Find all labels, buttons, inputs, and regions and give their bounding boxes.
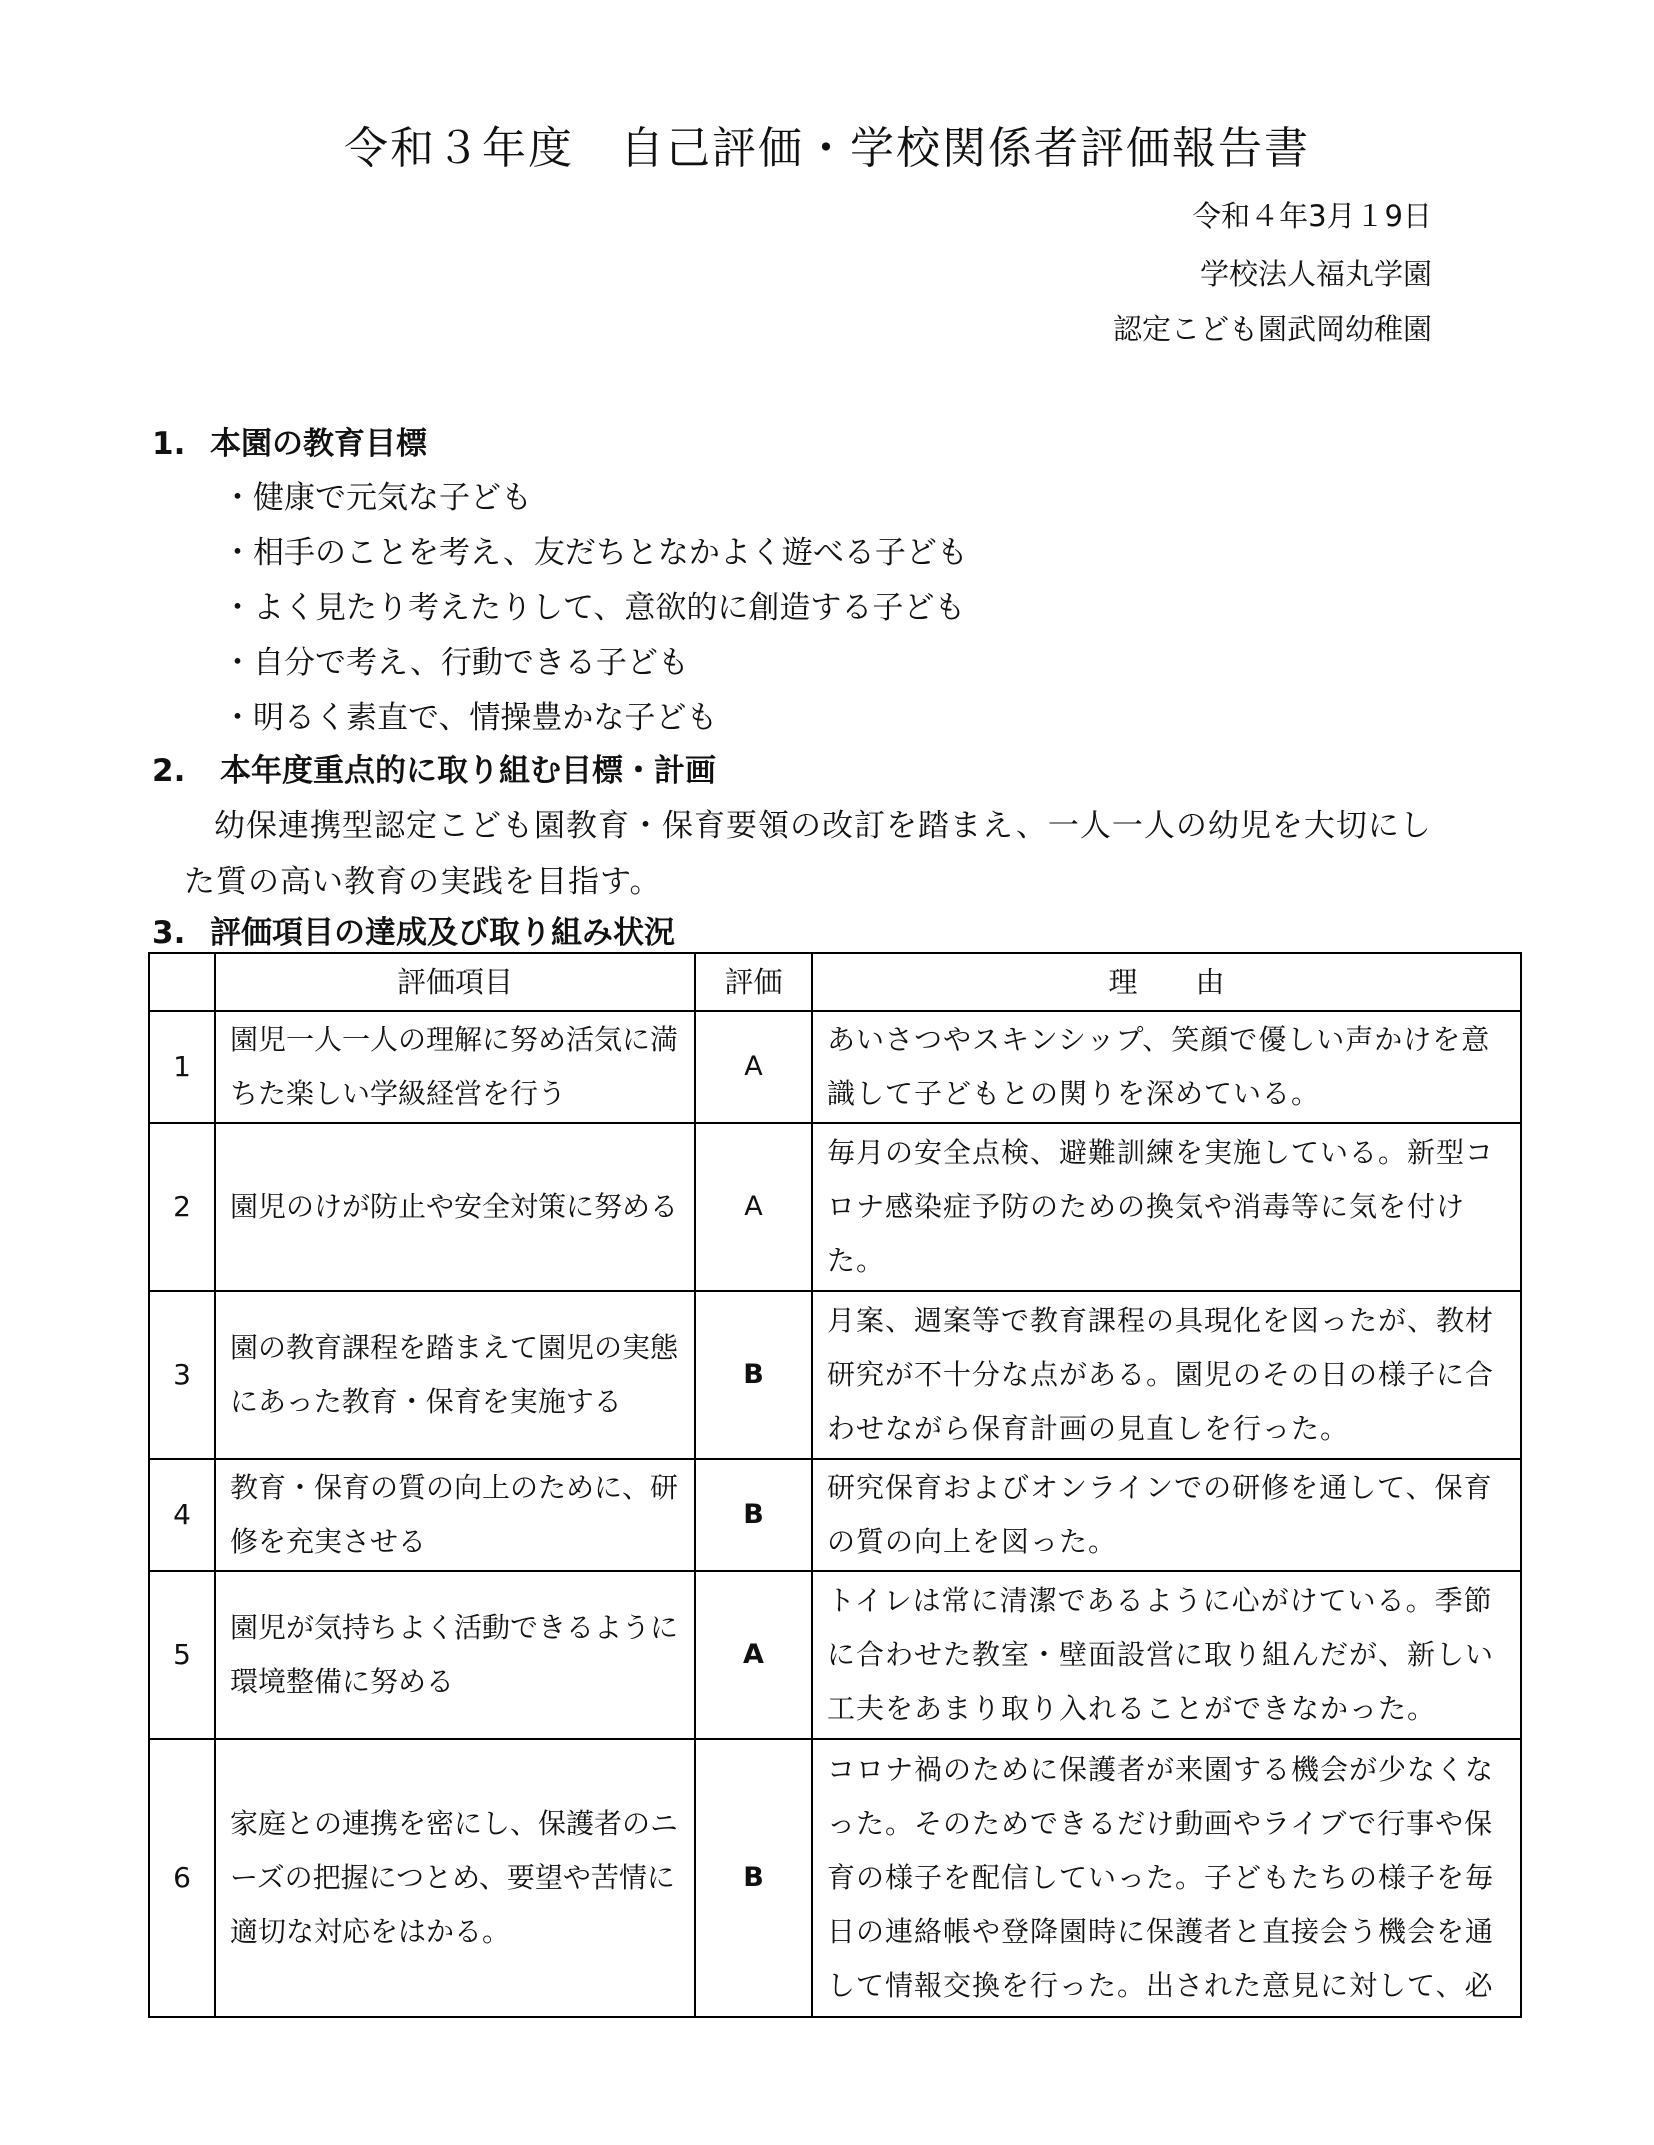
goal-item: ・健康で元気な子ども	[222, 480, 532, 516]
section2-heading	[152, 745, 716, 790]
header-item: 評価項目	[215, 953, 695, 1011]
goal-item: ・自分で考え、行動できる子ども	[222, 645, 689, 681]
report-date: 令和４年3月１9日	[1192, 199, 1432, 233]
section3-heading	[152, 907, 675, 952]
table-row	[149, 1291, 1521, 1459]
header-number	[149, 953, 215, 1011]
row-item: 園児一人一人の理解に努め活気に満ちた楽しい学級経営を行う	[215, 1011, 695, 1123]
table-row	[149, 1739, 1521, 2017]
table-row	[149, 1011, 1521, 1123]
row-item: 家庭との連携を密にし、保護者のニーズの把握につとめ、要望や苦情に適切な対応をはかる。	[215, 1739, 695, 2017]
row-number: 6	[149, 1739, 215, 2017]
section1-title: 本園の教育目標	[210, 426, 427, 462]
row-number: 4	[149, 1459, 215, 1571]
row-item: 園児のけが防止や安全対策に努める	[215, 1123, 695, 1291]
row-reason: 研究保育およびオンラインでの研修を通して、保育の質の向上を図った。	[812, 1459, 1521, 1571]
row-grade: B	[695, 1739, 812, 2017]
row-reason: あいさつやスキンシップ、笑顔で優しい声かけを意識して子どもとの関りを深めている。	[812, 1011, 1521, 1123]
section1-heading	[152, 418, 427, 463]
row-grade: B	[695, 1291, 812, 1459]
section3-title: 評価項目の達成及び取り組み状況	[210, 915, 675, 951]
row-number: 5	[149, 1571, 215, 1739]
row-reason: 毎月の安全点検、避難訓練を実施している。新型コロナ感染症予防のための換気や消毒等に気を付けた。	[812, 1123, 1521, 1291]
plan-text-line2: た質の高い教育の実践を目指す。	[184, 864, 662, 900]
row-number: 3	[149, 1291, 215, 1459]
evaluation-table	[148, 952, 1522, 2018]
section1-number: 1.	[152, 426, 186, 462]
row-item: 園の教育課程を踏まえて園児の実態にあった教育・保育を実施する	[215, 1291, 695, 1459]
row-item: 園児が気持ちよく活動できるように環境整備に努める	[215, 1571, 695, 1739]
table-header-row	[149, 953, 1521, 1011]
document-title: 令和３年度 自己評価・学校関係者評価報告書	[344, 123, 1310, 174]
section3-number: 3.	[152, 915, 186, 951]
row-reason: トイレは常に清潔であるように心がけている。季節に合わせた教室・壁面設営に取り組んだが、新しい工夫をあまり取り入れることができなかった。	[812, 1571, 1521, 1739]
section2-title: 本年度重点的に取り組む目標・計画	[220, 753, 716, 789]
goal-item: ・明るく素直で、情操豊かな子ども	[222, 700, 718, 736]
plan-text-line1: 幼保連携型認定こども園教育・保育要領の改訂を踏まえ、一人一人の幼児を大切にし	[214, 808, 1432, 844]
header-grade: 評価	[695, 953, 812, 1011]
goal-item: ・相手のことを考え、友だちとなかよく遊べる子ども	[222, 535, 968, 571]
row-number: 1	[149, 1011, 215, 1123]
row-grade: A	[695, 1571, 812, 1739]
row-reason: 月案、週案等で教育課程の具現化を図ったが、教材研究が不十分な点がある。園児のその日の様子に合わせながら保育計画の見直しを行った。	[812, 1291, 1521, 1459]
row-number: 2	[149, 1123, 215, 1291]
table-row	[149, 1459, 1521, 1571]
table-row	[149, 1571, 1521, 1739]
row-grade: A	[695, 1123, 812, 1291]
organization-name: 学校法人福丸学園	[1199, 257, 1432, 291]
row-grade: A	[695, 1011, 812, 1123]
table-row	[149, 1123, 1521, 1291]
goal-item: ・よく見たり考えたりして、意欲的に創造する子ども	[222, 590, 966, 626]
header-reason: 理 由	[812, 953, 1521, 1011]
row-reason: コロナ禍のために保護者が来園する機会が少なくなった。そのためできるだけ動画やライブで行事や保育の様子を配信していった。子どもたちの様子を毎日の連絡帳や登降園時に保護者と直接会う機会を通して情報交換を行った。出された意見に対して、必	[812, 1739, 1521, 2017]
section2-number: 2.	[152, 753, 186, 789]
school-name: 認定こども園武岡幼稚園	[1112, 312, 1432, 346]
row-item: 教育・保育の質の向上のために、研修を充実させる	[215, 1459, 695, 1571]
row-grade: B	[695, 1459, 812, 1571]
